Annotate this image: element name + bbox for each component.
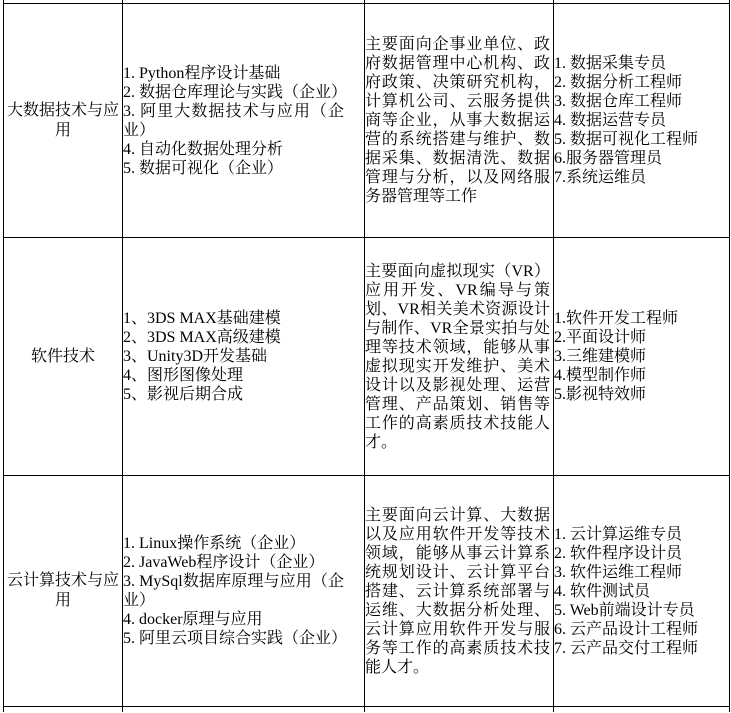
job-item: 1. 数据采集专员 [554,55,667,72]
courses-list [123,64,348,178]
job-item: 2. 数据分析工程师 [554,74,683,91]
job-item: 2. 软件程序设计员 [554,544,683,562]
jobs-cell [554,4,730,238]
job-item: 1.软件开发工程师 [554,310,679,327]
table-row-big-data [4,4,730,238]
course-item: 2. 数据仓库理论与实践（企业） [123,83,348,101]
job-item: 1. 云计算运维专员 [554,525,683,543]
jobs-cell [554,238,730,476]
courses-list [123,309,344,404]
major-name: 云计算技术与应用 [6,572,119,609]
jobs-cell [554,476,730,707]
job-item: 7.系统运维员 [554,169,647,186]
description-cell [365,476,554,707]
course-item: 3. 阿里大数据技术与应用（企业） [123,102,344,139]
major-cell [4,238,123,476]
courses-cell [123,238,365,476]
course-item: 3、Unity3D开发基础 [123,348,268,365]
job-item: 2.平面设计师 [554,329,647,346]
clipped-cell [123,707,365,713]
course-item: 3. MySql数据库原理与应用（企业） [123,573,344,609]
clipped-cell [365,707,554,713]
job-item: 5. Web前端设计专员 [554,601,695,619]
job-item: 3. 软件运维工程师 [554,563,683,581]
job-item: 4.模型制作师 [554,367,647,384]
table-row-software [4,238,730,476]
courses-cell [123,476,365,707]
major-description: 主要面向虚拟现实（VR）应用开发、VR编导与策划、VR相关美术资源设计与制作、VR全景实拍与处理等技术领域，能够从事虚拟现实开发维护、美术设计以及影视处理、运营管理、产品策划、销售等工作的高素质技术技能人才。 [365,262,550,451]
job-item: 4. 数据运营专员 [554,112,667,129]
clipped-next-row [4,707,730,713]
major-cell [4,4,123,238]
job-item: 3. 数据仓库工程师 [554,93,683,110]
jobs-list [554,525,729,658]
major-description: 主要面向企事业单位、政府数据管理中心机构、政府政策、决策研究机构，计算机公司、云服务提供商等企业，从事大数据运营的系统搭建与维护、数据采集、数据清洗、数据管理与分析，以及网络服务器管理等工作 [365,36,550,205]
job-item: 3.三维建模师 [554,348,647,365]
major-name: 大数据技术与应用 [6,101,119,139]
job-item: 6. 云产品设计工程师 [554,620,699,638]
courses-list [123,534,348,648]
course-item: 4. docker原理与应用 [123,611,263,628]
course-item: 2. JavaWeb程序设计（企业） [123,554,325,571]
course-item: 4. 自动化数据处理分析 [123,140,284,158]
course-item: 1. Linux操作系统（企业） [123,535,306,552]
course-item: 5. 数据可视化（企业） [123,159,284,177]
course-item: 1. Python程序设计基础 [123,64,281,82]
job-item: 5.影视特效师 [554,386,647,403]
clipped-cell [4,707,123,713]
jobs-list [554,54,729,187]
courses-cell [123,4,365,238]
course-item: 5. 阿里云项目综合实践（企业） [123,630,348,647]
table-row-cloud [4,476,730,707]
job-item: 4. 软件测试员 [554,582,651,600]
job-item: 5. 数据可视化工程师 [554,131,699,148]
description-cell [365,238,554,476]
jobs-list [554,309,729,404]
major-name: 软件技术 [30,347,95,365]
course-item: 2、3DS MAX高级建模 [123,329,281,346]
course-item: 4、图形图像处理 [123,367,244,384]
major-description: 主要面向云计算、大数据以及应用软件开发等技术领域，能够从事云计算系统规划设计、云计算平台搭建、云计算系统部署与运维、大数据分析处理、云计算应用软件开发与服务等工作的高素质技术技能人才。 [365,506,550,676]
job-item: 7. 云产品交付工程师 [554,639,699,657]
major-cell [4,476,123,707]
job-item: 6.服务器管理员 [554,150,663,167]
majors-table [3,0,730,712]
description-cell [365,4,554,238]
clipped-cell [554,707,730,713]
course-item: 5、影视后期合成 [123,386,244,403]
course-item: 1、3DS MAX基础建模 [123,310,281,327]
